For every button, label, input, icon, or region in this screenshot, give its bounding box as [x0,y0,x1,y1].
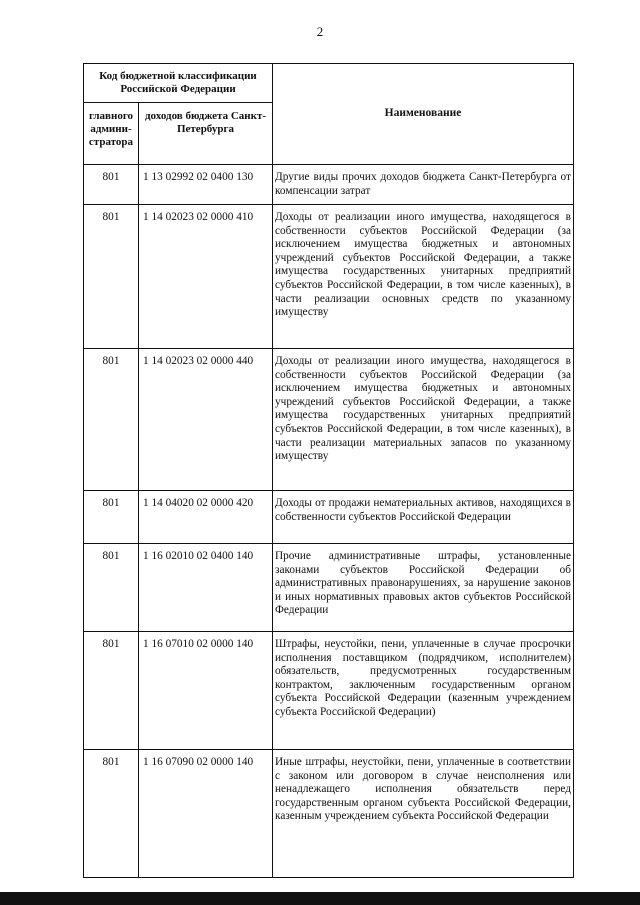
income-code-cell: 1 14 02023 02 0000 440 [139,349,273,491]
income-name-cell [273,750,574,878]
income-code-cell: 1 16 07010 02 0000 140 [139,632,273,750]
income-code-cell: 1 13 02992 02 0400 130 [139,165,273,205]
income-code-cell: 1 14 04020 02 0000 420 [139,491,273,544]
income-name-cell [273,491,574,544]
income-name-cell [273,632,574,750]
income-name-text: Другие виды прочих доходов бюджета Санкт-Петербурга от компенсации затрат [275,171,571,197]
admin-code-cell: 801 [84,544,139,632]
admin-code-cell: 801 [84,750,139,878]
page-number: 2 [316,24,324,39]
table-row [84,632,574,750]
income-name-cell [273,205,574,349]
header-income-code: доходов бюджета Санкт-Петербурга [139,103,273,165]
income-name-text: Доходы от реализации иного имущества, находящегося в собственности субъектов Российской Федерации (за исключением имущества бюджетных и автономных учреждений субъектов Российской Федерации, а также имущества государственных унитарных предприятий субъектов Российской Федерации, в том числе казенных), в части реализации материальных запасов по указанному имуществу [275,355,571,463]
budget-classification-table [83,63,574,878]
table-row [84,544,574,632]
table-row [84,349,574,491]
admin-code-cell: 801 [84,349,139,491]
admin-code-cell: 801 [84,632,139,750]
table-row [84,205,574,349]
table-row [84,165,574,205]
table-row [84,750,574,878]
income-name-cell [273,349,574,491]
header-row-group [84,64,574,103]
income-name-text: Иные штрафы, неустойки, пени, уплаченные в соответствии с законом или договором в случае неисполнения или ненадлежащего исполнения обязательств перед государственным органом субъекта Российской Федерации, казенным учреждением субъекта Российской Федерации [275,756,571,823]
income-name-cell [273,544,574,632]
income-name-text: Штрафы, неустойки, пени, уплаченные в случае просрочки исполнения поставщиком (подрядчиком, исполнителем) обязательств, предусмотренных государственным контрактом, заключенным государственным органом субъекта Российской Федерации (казенным учреждением субъекта Российской Федерации) [275,638,571,718]
income-name-text: Доходы от продажи нематериальных активов, находящихся в собственности субъектов Российской Федерации [275,497,571,523]
income-code-cell: 1 14 02023 02 0000 410 [139,205,273,349]
header-admin: главного админи-стратора [84,103,139,165]
income-name-text: Прочие административные штрафы, установленные законами субъектов Российской Федерации об административных правонарушениях, за нарушение законов и иных нормативных правовых актов субъектов Российской Федерации [275,550,571,617]
income-name-text: Доходы от реализации иного имущества, находящегося в собственности субъектов Российской Федерации (за исключением имущества бюджетных и автономных учреждений субъектов Российской Федерации, а также имущества государственных унитарных предприятий субъектов Российской Федерации, в том числе казенных), в части реализации основных средств по указанному имуществу [275,211,571,319]
income-name-cell [273,165,574,205]
header-name: Наименование [273,64,574,165]
header-group-title: Код бюджетной классификации Российской Федерации [84,64,273,103]
admin-code-cell: 801 [84,205,139,349]
admin-code-cell: 801 [84,165,139,205]
admin-code-cell: 801 [84,491,139,544]
scan-bottom-edge [0,892,640,905]
income-code-cell: 1 16 07090 02 0000 140 [139,750,273,878]
income-code-cell: 1 16 02010 02 0400 140 [139,544,273,632]
table-row [84,491,574,544]
